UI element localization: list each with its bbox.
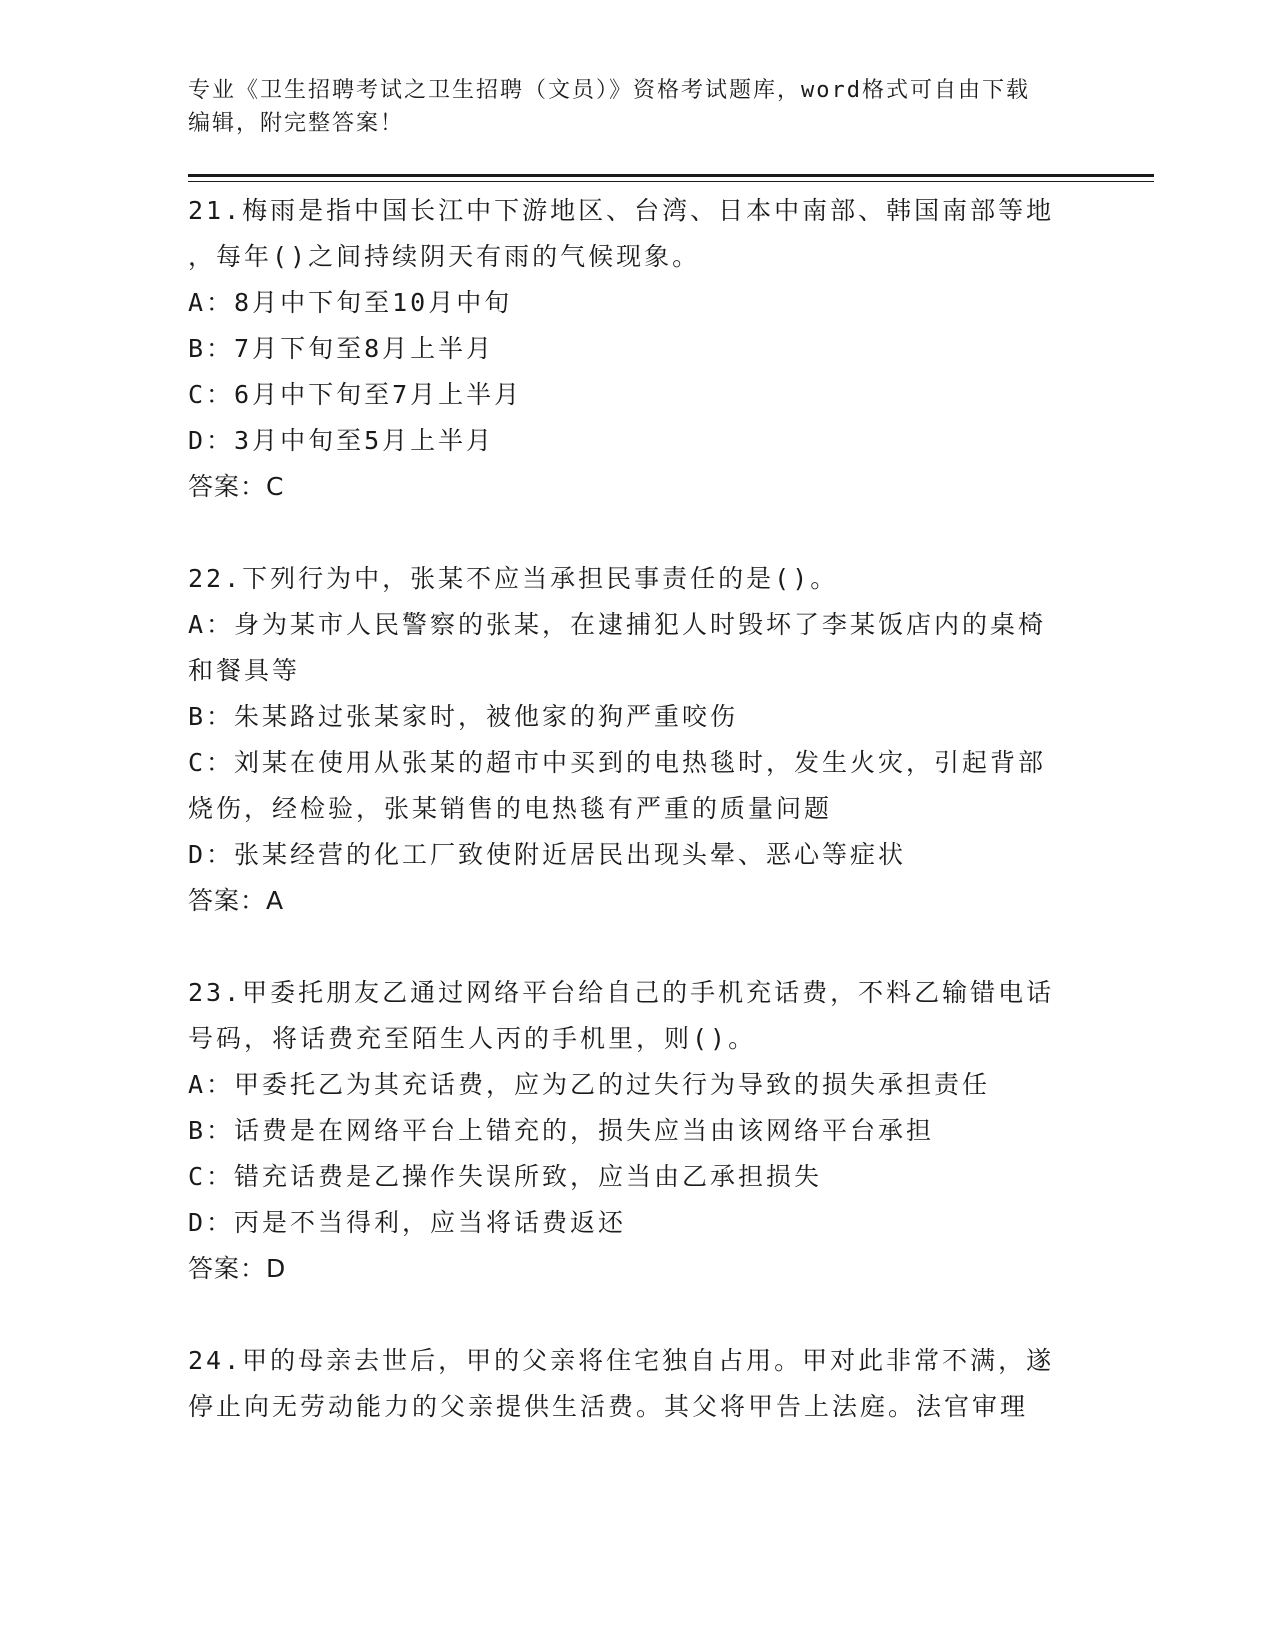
option-b: B：朱某路过张某家时，被他家的狗严重咬伤 <box>188 702 739 731</box>
header-line-2: 编辑，附完整答案！ <box>188 111 405 136</box>
question-24 <box>188 1338 1088 1430</box>
option-a: A：甲委托乙为其充话费，应为乙的过失行为导致的损失承担责任 <box>188 1070 991 1099</box>
question-list <box>188 188 1088 1430</box>
header-line-1: 专业《卫生招聘考试之卫生招聘（文员）》资格考试题库，word格式可自由下载 <box>188 78 1030 103</box>
question-stem-line: 22.下列行为中，张某不应当承担民事责任的是()。 <box>188 564 839 593</box>
option-a-continued: 和餐具等 <box>188 656 301 685</box>
header-divider-thick <box>188 174 1154 177</box>
option-c: C：6月中下旬至7月上半月 <box>188 380 523 409</box>
question-23 <box>188 970 1088 1292</box>
option-a: A：身为某市人民警察的张某，在逮捕犯人时毁坏了李某饭店内的桌椅 <box>188 610 1047 639</box>
question-stem-line: 23.甲委托朋友乙通过网络平台给自己的手机充话费，不料乙输错电话 <box>188 978 1055 1007</box>
question-stem-line: 24.甲的母亲去世后，甲的父亲将住宅独自占用。甲对此非常不满，遂 <box>188 1346 1055 1375</box>
answer-key: 答案：A <box>188 886 285 915</box>
header-divider-thin <box>188 181 1154 182</box>
option-b: B：话费是在网络平台上错充的，损失应当由该网络平台承担 <box>188 1116 935 1145</box>
option-b: B：7月下旬至8月上半月 <box>188 334 495 363</box>
question-22 <box>188 556 1088 924</box>
option-d: D：张某经营的化工厂致使附近居民出现头晕、恶心等症状 <box>188 840 907 869</box>
question-stem-line: 号码，将话费充至陌生人丙的手机里，则()。 <box>188 1024 757 1053</box>
option-c: C：刘某在使用从张某的超市中买到的电热毯时，发生火灾，引起背部 <box>188 748 1047 777</box>
page-header <box>188 74 1088 140</box>
question-stem-line: ，每年()之间持续阴天有雨的气候现象。 <box>188 242 701 271</box>
option-c-continued: 烧伤，经检验，张某销售的电热毯有严重的质量问题 <box>188 794 833 823</box>
option-d: D：丙是不当得利，应当将话费返还 <box>188 1208 627 1237</box>
answer-key: 答案：C <box>188 472 285 501</box>
question-21 <box>188 188 1088 510</box>
option-c: C：错充话费是乙操作失误所致，应当由乙承担损失 <box>188 1162 823 1191</box>
option-d: D：3月中旬至5月上半月 <box>188 426 495 455</box>
answer-key: 答案：D <box>188 1254 287 1283</box>
question-stem-line: 21.梅雨是指中国长江中下游地区、台湾、日本中南部、韩国南部等地 <box>188 196 1055 225</box>
question-stem-line: 停止向无劳动能力的父亲提供生活费。其父将甲告上法庭。法官审理 <box>188 1392 1029 1421</box>
option-a: A：8月中下旬至10月中旬 <box>188 288 513 317</box>
